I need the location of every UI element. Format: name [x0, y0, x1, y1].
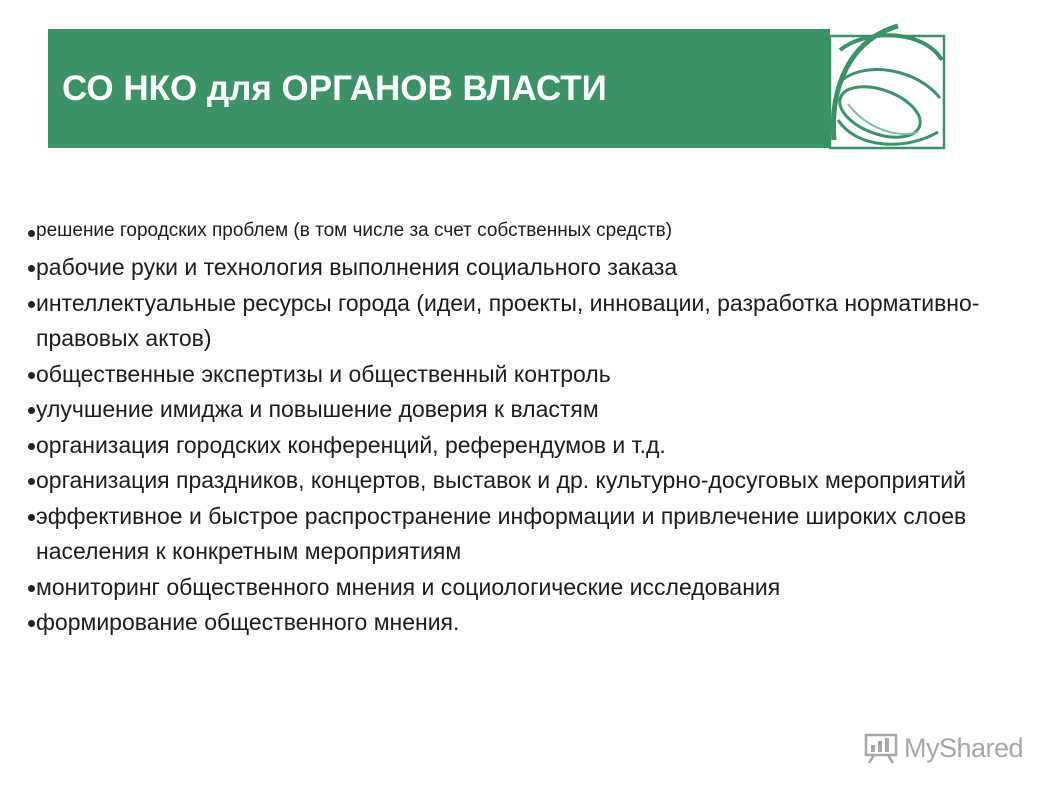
list-item: общественные экспертизы и общественный контроль: [28, 357, 1038, 393]
page-title: СО НКО для ОРГАНОВ ВЛАСТИ: [62, 69, 607, 108]
chart-board-icon: [864, 732, 898, 764]
list-item: эффективное и быстрое распространение информации и привлечение широких слоев населения к конкретным мероприятиям: [28, 499, 1038, 570]
list-item: организация городских конференций, референдумов и т.д.: [28, 428, 1038, 464]
green-arcs-logo-icon: [828, 20, 946, 150]
list-item: организация праздников, концертов, выставок и др. культурно-досуговых мероприятий: [28, 463, 1038, 499]
watermark-text: MyShared: [904, 732, 1024, 763]
title-bar: [48, 29, 830, 148]
list-item: рабочие руки и технология выполнения социального заказа: [28, 250, 1038, 286]
watermark: [864, 728, 1023, 768]
list-item: улучшение имиджа и повышение доверия к властям: [28, 392, 1038, 428]
list-item: интеллектуальные ресурсы города (идеи, проекты, инновации, разработка нормативно-правовых актов): [28, 286, 1038, 357]
list-item: формирование общественного мнения.: [28, 605, 1038, 641]
bullet-list: [28, 212, 1038, 641]
list-item: решение городских проблем (в том числе за счет собственных средств): [28, 212, 1038, 250]
list-item: мониторинг общественного мнения и социологические исследования: [28, 570, 1038, 606]
